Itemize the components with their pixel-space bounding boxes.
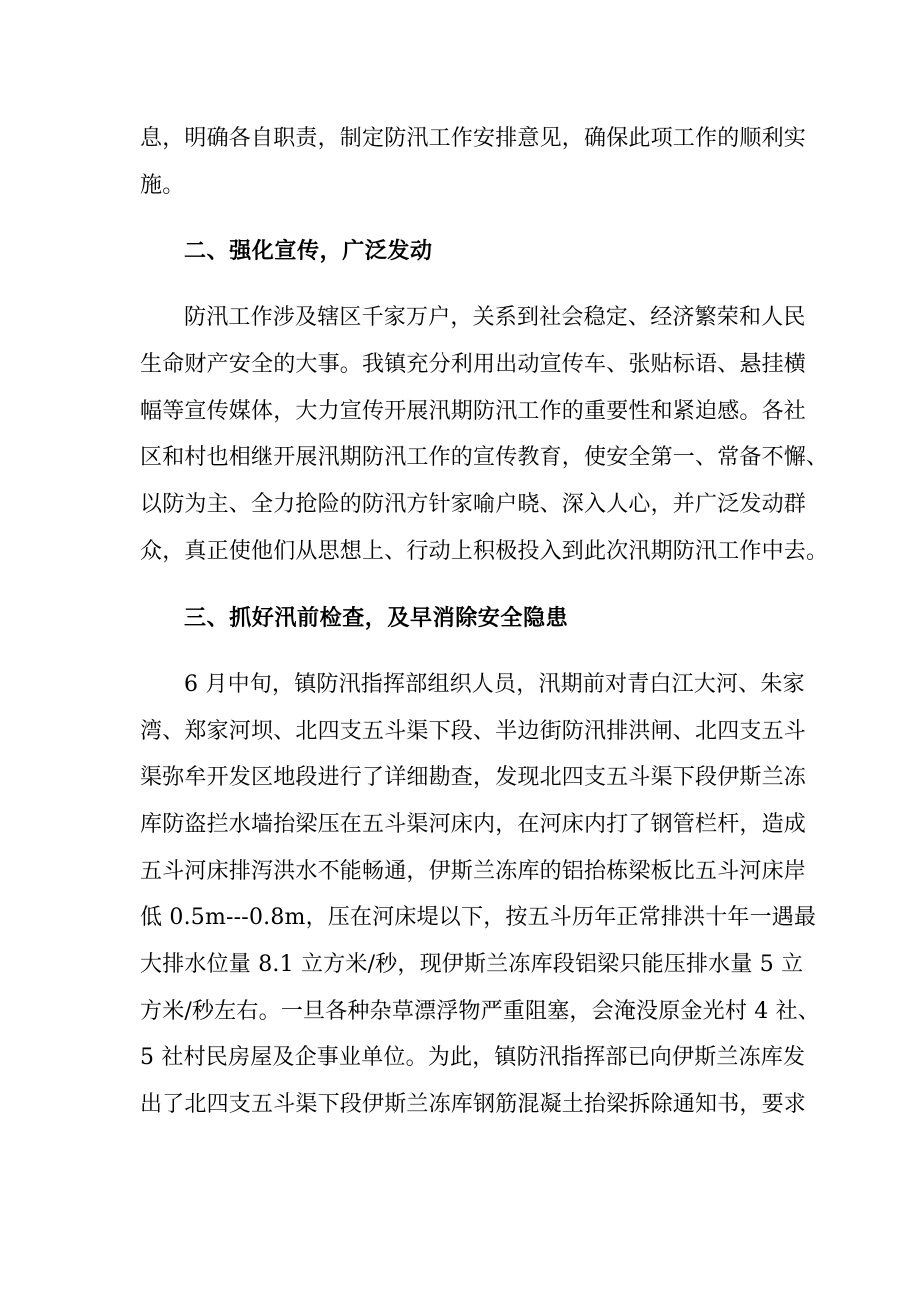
paragraph-3-line-4: 库防盗拦水墙抬梁压在五斗渠河床内，在河床内打了钢管栏杆，造成 xyxy=(140,812,807,837)
paragraph-3-line-9: 5 社村民房屋及企事业单位。为此，镇防汛指挥部已向伊斯兰冻库发 xyxy=(140,1045,806,1070)
section-heading-2: 二、强化宣传，广泛发动 xyxy=(184,239,433,264)
paragraph-2-line-4: 区和村也相继开展汛期防汛工作的宣传教育，使安全第一、常备不懈、 xyxy=(140,445,829,470)
paragraph-3-line-7: 大排水位量 8.1 立方米/秒，现伊斯兰冻库段铝梁只能压排水量 5 立 xyxy=(140,952,804,977)
paragraph-2-line-6: 众，真正使他们从思想上、行动上积极投入到此次汛期防汛工作中去。 xyxy=(140,539,829,564)
paragraph-2-line-1: 防汛工作涉及辖区千家万户，关系到社会稳定、经济繁荣和人民 xyxy=(184,305,806,330)
paragraph-1-line-2: 施。 xyxy=(140,173,185,198)
paragraph-3-line-10: 出了北四支五斗渠下段伊斯兰冻库钢筋混凝土抬梁拆除通知书，要求 xyxy=(140,1092,807,1117)
paragraph-1-line-1: 息，明确各自职责，制定防汛工作安排意见，确保此项工作的顺利实 xyxy=(140,126,807,151)
paragraph-2-line-3: 幅等宣传媒体，大力宣传开展汛期防汛工作的重要性和紧迫感。各社 xyxy=(140,399,807,424)
paragraph-3-line-1: 6 月中旬，镇防汛指挥部组织人员，汛期前对青白江大河、朱家 xyxy=(184,672,805,697)
paragraph-3-line-3: 渠弥牟开发区地段进行了详细勘查，发现北四支五斗渠下段伊斯兰冻 xyxy=(140,765,807,790)
paragraph-3-line-2: 湾、郑家河坝、北四支五斗渠下段、半边街防汛排洪闸、北四支五斗 xyxy=(140,719,807,744)
section-heading-3: 三、抓好汛前检查，及早消除安全隐患 xyxy=(184,606,569,631)
paragraph-2-line-2: 生命财产安全的大事。我镇充分利用出动宣传车、张贴标语、悬挂横 xyxy=(140,352,807,377)
paragraph-3-line-5: 五斗河床排泻洪水不能畅通，伊斯兰冻库的铝抬栋梁板比五斗河床岸 xyxy=(140,859,807,884)
paragraph-3-line-8: 方米/秒左右。一旦各种杂草漂浮物严重阻塞，会淹没原金光村 4 社、 xyxy=(140,999,820,1024)
paragraph-2-line-5: 以防为主、全力抢险的防汛方针家喻户晓、深入人心，并广泛发动群 xyxy=(140,492,807,517)
paragraph-3-line-6: 低 0.5m---0.8m，压在河床堤以下，按五斗历年正常排洪十年一遇最 xyxy=(140,905,817,930)
